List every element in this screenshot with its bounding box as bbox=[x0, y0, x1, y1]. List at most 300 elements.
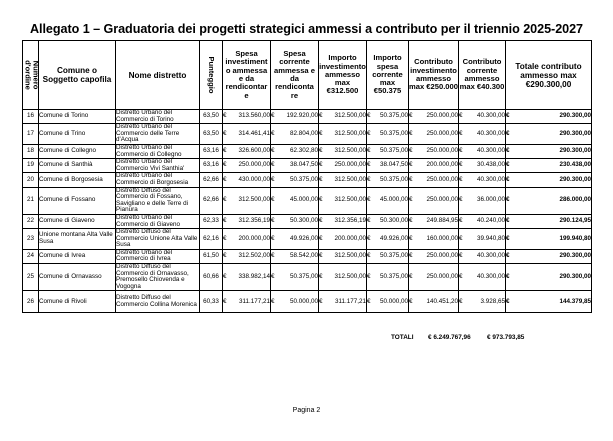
currency-symbol: € bbox=[367, 252, 371, 260]
cell-punteggio: 62,66 bbox=[200, 173, 223, 187]
cell-nome-distretto: Distretto Urbano del Commercio di Torino bbox=[116, 110, 200, 124]
currency-symbol: € bbox=[409, 297, 413, 305]
amount-value: 40.300,00 bbox=[476, 147, 505, 155]
header-spesa-corrente: Spesa corrente ammessa e da rendiconta re bbox=[271, 41, 319, 110]
totals-contributo-investimento bbox=[428, 334, 471, 341]
amount-value: 45.000,00 bbox=[379, 196, 408, 204]
amount-value: 49.926,00 bbox=[289, 234, 318, 242]
amount-value: 50.375,00 bbox=[379, 129, 408, 137]
cell-imp-inv bbox=[319, 187, 367, 214]
currency-symbol: € bbox=[367, 217, 371, 225]
currency-symbol: € bbox=[367, 234, 371, 242]
amount-value: 250.000,00 bbox=[426, 196, 458, 204]
header-importo-spesa-corrente: Importo spesa corrente max €50.375 bbox=[367, 41, 409, 110]
amount-value: 50.375,00 bbox=[379, 112, 408, 120]
cell-spesa-corr bbox=[271, 144, 319, 158]
currency-symbol: € bbox=[459, 297, 463, 305]
amount-value: 250.000,00 bbox=[426, 129, 458, 137]
currency-symbol: € bbox=[506, 175, 510, 183]
cell-contr-inv bbox=[409, 229, 459, 250]
cell-imp-corr bbox=[367, 173, 409, 187]
currency-symbol: € bbox=[271, 112, 275, 120]
amount-value: 312.500,00 bbox=[334, 196, 366, 204]
cell-nome-distretto: Distretto Diffuso del Commercio di Ornavasso, Premosello Chiovenda e Vogogna bbox=[116, 264, 200, 291]
currency-symbol: € bbox=[271, 161, 275, 169]
amount-value: 40.300,00 bbox=[476, 175, 505, 183]
cell-comune: Comune di Santhià bbox=[39, 159, 116, 173]
currency-symbol: € bbox=[319, 175, 323, 183]
table-row bbox=[23, 110, 592, 124]
header-punteggio: Punteggio bbox=[200, 41, 223, 110]
amount-value: 30.438,00 bbox=[476, 161, 505, 169]
amount-value: 312.500,00 bbox=[334, 252, 366, 260]
amount-value: 200.000,00 bbox=[238, 234, 270, 242]
cell-punteggio: 61,50 bbox=[200, 249, 223, 263]
table-row bbox=[23, 264, 592, 291]
cell-comune: Comune di Rivoli bbox=[39, 291, 116, 313]
amount-value: 36.000,00 bbox=[476, 196, 505, 204]
cell-contr-inv bbox=[409, 187, 459, 214]
cell-totale-contributo bbox=[506, 249, 592, 263]
amount-value: 312.500,00 bbox=[334, 129, 366, 137]
cell-numero-ordine: 19 bbox=[23, 159, 39, 173]
header-comune: Comune o Soggetto capofila bbox=[39, 41, 116, 110]
amount-value: 312.500,00 bbox=[334, 175, 366, 183]
cell-imp-corr bbox=[367, 110, 409, 124]
currency-symbol: € bbox=[271, 175, 275, 183]
currency-symbol: € bbox=[506, 129, 510, 137]
cell-numero-ordine: 18 bbox=[23, 144, 39, 158]
amount-value: 38.047,50 bbox=[379, 161, 408, 169]
cell-comune: Comune di Torino bbox=[39, 110, 116, 124]
ranking-table bbox=[22, 40, 592, 313]
currency-symbol: € bbox=[459, 272, 463, 280]
cell-imp-inv bbox=[319, 124, 367, 145]
amount-value: 58.542,00 bbox=[289, 252, 318, 260]
currency-symbol: € bbox=[319, 129, 323, 137]
amount-value: 312.502,00 bbox=[238, 252, 270, 260]
currency-symbol: € bbox=[506, 161, 510, 169]
cell-punteggio: 62,33 bbox=[200, 214, 223, 228]
currency-symbol: € bbox=[487, 334, 491, 341]
amount-value: 312.356,19 bbox=[238, 217, 270, 225]
amount-value: 40.300,00 bbox=[476, 252, 505, 260]
cell-imp-inv bbox=[319, 249, 367, 263]
cell-numero-ordine: 20 bbox=[23, 173, 39, 187]
cell-imp-corr bbox=[367, 264, 409, 291]
header-numero-ordine: Numero d'ordine bbox=[23, 41, 39, 110]
currency-symbol: € bbox=[459, 129, 463, 137]
cell-imp-corr bbox=[367, 291, 409, 313]
cell-spesa-corr bbox=[271, 291, 319, 313]
amount-value: 430.000,00 bbox=[238, 175, 270, 183]
cell-spesa-corr bbox=[271, 159, 319, 173]
currency-symbol: € bbox=[367, 161, 371, 169]
totals-label: TOTALI bbox=[391, 334, 414, 341]
cell-contr-corr bbox=[459, 264, 506, 291]
cell-imp-corr bbox=[367, 187, 409, 214]
amount-value: 50.000,00 bbox=[289, 297, 318, 305]
cell-imp-inv bbox=[319, 264, 367, 291]
currency-symbol: € bbox=[223, 196, 227, 204]
currency-symbol: € bbox=[409, 272, 413, 280]
cell-contr-corr bbox=[459, 159, 506, 173]
cell-spesa-inv bbox=[223, 214, 271, 228]
amount-value: 50.300,00 bbox=[379, 217, 408, 225]
cell-contr-inv bbox=[409, 110, 459, 124]
amount-value: 312.500,00 bbox=[334, 112, 366, 120]
currency-symbol: € bbox=[271, 272, 275, 280]
currency-symbol: € bbox=[223, 297, 227, 305]
cell-spesa-corr bbox=[271, 229, 319, 250]
currency-symbol: € bbox=[409, 217, 413, 225]
currency-symbol: € bbox=[223, 129, 227, 137]
currency-symbol: € bbox=[319, 297, 323, 305]
currency-symbol: € bbox=[223, 272, 227, 280]
cell-imp-corr bbox=[367, 159, 409, 173]
cell-spesa-corr bbox=[271, 214, 319, 228]
cell-numero-ordine: 22 bbox=[23, 214, 39, 228]
amount-value: 50.375,00 bbox=[379, 252, 408, 260]
cell-nome-distretto: Distretto Diffuso del Commercio Collina Morenica bbox=[116, 291, 200, 313]
cell-totale-contributo bbox=[506, 173, 592, 187]
amount-value: 250.000,00 bbox=[426, 175, 458, 183]
header-contributo-corrente: Contributo corrente ammesso max €40.300 bbox=[459, 41, 506, 110]
cell-imp-inv bbox=[319, 144, 367, 158]
cell-comune: Comune di Collegno bbox=[39, 144, 116, 158]
cell-totale-contributo bbox=[506, 187, 592, 214]
currency-symbol: € bbox=[506, 252, 510, 260]
cell-spesa-corr bbox=[271, 110, 319, 124]
table-row bbox=[23, 144, 592, 158]
cell-nome-distretto: Distretto Urbano del Commercio Vivi Santhia' bbox=[116, 159, 200, 173]
currency-symbol: € bbox=[459, 175, 463, 183]
amount-value: 3.928,65 bbox=[480, 297, 505, 305]
cell-contr-inv bbox=[409, 249, 459, 263]
cell-imp-corr bbox=[367, 144, 409, 158]
amount-value: 249.884,95 bbox=[426, 217, 458, 225]
currency-symbol: € bbox=[367, 272, 371, 280]
cell-comune: Unione montana Alta Valle Susa bbox=[39, 229, 116, 250]
currency-symbol: € bbox=[319, 147, 323, 155]
amount-value: 49.926,00 bbox=[379, 234, 408, 242]
currency-symbol: € bbox=[319, 196, 323, 204]
currency-symbol: € bbox=[367, 297, 371, 305]
currency-symbol: € bbox=[506, 217, 510, 225]
cell-contr-corr bbox=[459, 187, 506, 214]
cell-spesa-inv bbox=[223, 144, 271, 158]
cell-totale-contributo bbox=[506, 229, 592, 250]
currency-symbol: € bbox=[319, 272, 323, 280]
currency-symbol: € bbox=[506, 272, 510, 280]
cell-nome-distretto: Distretto Urbano del Commercio di Giaveno bbox=[116, 214, 200, 228]
amount-value: 250.000,00 bbox=[426, 252, 458, 260]
table-row bbox=[23, 249, 592, 263]
currency-symbol: € bbox=[506, 297, 510, 305]
currency-symbol: € bbox=[271, 129, 275, 137]
totals-value: 6.249.767,96 bbox=[433, 334, 471, 341]
currency-symbol: € bbox=[459, 147, 463, 155]
cell-contr-corr bbox=[459, 214, 506, 228]
cell-totale-contributo bbox=[506, 264, 592, 291]
currency-symbol: € bbox=[506, 196, 510, 204]
total-value: 199.940,80 bbox=[559, 234, 591, 242]
totals-contributo-corrente bbox=[487, 334, 524, 341]
cell-comune: Comune di Ornavasso bbox=[39, 264, 116, 291]
table-row bbox=[23, 124, 592, 145]
cell-numero-ordine: 17 bbox=[23, 124, 39, 145]
cell-totale-contributo bbox=[506, 144, 592, 158]
amount-value: 140.451,20 bbox=[426, 297, 458, 305]
cell-contr-inv bbox=[409, 173, 459, 187]
amount-value: 250.000,00 bbox=[426, 112, 458, 120]
cell-imp-inv bbox=[319, 229, 367, 250]
amount-value: 313.560,00 bbox=[238, 112, 270, 120]
amount-value: 50.375,00 bbox=[289, 175, 318, 183]
cell-imp-inv bbox=[319, 214, 367, 228]
amount-value: 338.982,14 bbox=[238, 272, 270, 280]
currency-symbol: € bbox=[459, 196, 463, 204]
total-value: 290.300,00 bbox=[559, 252, 591, 260]
cell-contr-inv bbox=[409, 144, 459, 158]
cell-punteggio: 63,16 bbox=[200, 144, 223, 158]
total-value: 290.300,00 bbox=[559, 129, 591, 137]
currency-symbol: € bbox=[223, 217, 227, 225]
amount-value: 40.300,00 bbox=[476, 129, 505, 137]
amount-value: 312.500,00 bbox=[238, 196, 270, 204]
amount-value: 250.000,00 bbox=[426, 272, 458, 280]
cell-punteggio: 63,50 bbox=[200, 110, 223, 124]
header-contributo-investimento: Contributo investimento ammesso max €250.000 bbox=[409, 41, 459, 110]
amount-value: 250.000,00 bbox=[426, 147, 458, 155]
currency-symbol: € bbox=[319, 112, 323, 120]
amount-value: 311.177,21 bbox=[334, 297, 366, 305]
currency-symbol: € bbox=[223, 252, 227, 260]
cell-contr-corr bbox=[459, 249, 506, 263]
currency-symbol: € bbox=[409, 161, 413, 169]
cell-imp-corr bbox=[367, 124, 409, 145]
cell-imp-inv bbox=[319, 291, 367, 313]
cell-numero-ordine: 16 bbox=[23, 110, 39, 124]
cell-nome-distretto: Distretto Diffuso del Commercio Unione Alta Valle Susa bbox=[116, 229, 200, 250]
amount-value: 311.177,21 bbox=[238, 297, 270, 305]
totals-value: 973.793,85 bbox=[492, 334, 525, 341]
cell-spesa-inv bbox=[223, 229, 271, 250]
amount-value: 312.500,00 bbox=[334, 147, 366, 155]
total-value: 290.300,00 bbox=[559, 112, 591, 120]
currency-symbol: € bbox=[319, 234, 323, 242]
currency-symbol: € bbox=[459, 252, 463, 260]
currency-symbol: € bbox=[506, 147, 510, 155]
table-row bbox=[23, 291, 592, 313]
cell-imp-inv bbox=[319, 173, 367, 187]
cell-totale-contributo bbox=[506, 159, 592, 173]
currency-symbol: € bbox=[319, 217, 323, 225]
cell-spesa-corr bbox=[271, 187, 319, 214]
currency-symbol: € bbox=[223, 112, 227, 120]
cell-contr-inv bbox=[409, 124, 459, 145]
amount-value: 50.375,00 bbox=[379, 147, 408, 155]
currency-symbol: € bbox=[409, 112, 413, 120]
currency-symbol: € bbox=[409, 175, 413, 183]
currency-symbol: € bbox=[409, 129, 413, 137]
cell-totale-contributo bbox=[506, 214, 592, 228]
amount-value: 62.302,80 bbox=[289, 147, 318, 155]
currency-symbol: € bbox=[367, 147, 371, 155]
cell-imp-corr bbox=[367, 249, 409, 263]
amount-value: 40.300,00 bbox=[476, 112, 505, 120]
cell-nome-distretto: Distretto Urbano del Commercio di Collegno bbox=[116, 144, 200, 158]
amount-value: 50.000,00 bbox=[379, 297, 408, 305]
currency-symbol: € bbox=[459, 112, 463, 120]
cell-numero-ordine: 21 bbox=[23, 187, 39, 214]
header-spesa-investimento: Spesa investiment o ammessa e da rendicontar e bbox=[223, 41, 271, 110]
currency-symbol: € bbox=[409, 252, 413, 260]
amount-value: 50.375,00 bbox=[379, 272, 408, 280]
currency-symbol: € bbox=[459, 217, 463, 225]
cell-punteggio: 62,16 bbox=[200, 229, 223, 250]
cell-punteggio: 62,66 bbox=[200, 187, 223, 214]
currency-symbol: € bbox=[271, 297, 275, 305]
cell-punteggio: 60,66 bbox=[200, 264, 223, 291]
amount-value: 40.240,00 bbox=[476, 217, 505, 225]
amount-value: 312.356,19 bbox=[334, 217, 366, 225]
currency-symbol: € bbox=[271, 196, 275, 204]
header-totale-contributo: Totale contributo ammesso max €290.300,00 bbox=[506, 41, 592, 110]
page-number: Pagina 2 bbox=[292, 407, 321, 414]
cell-spesa-corr bbox=[271, 264, 319, 291]
cell-totale-contributo bbox=[506, 124, 592, 145]
cell-contr-inv bbox=[409, 159, 459, 173]
total-value: 230.438,00 bbox=[559, 161, 591, 169]
amount-value: 39.940,80 bbox=[476, 234, 505, 242]
currency-symbol: € bbox=[409, 234, 413, 242]
amount-value: 45.000,00 bbox=[289, 196, 318, 204]
document-title: Allegato 1 – Graduatoria dei progetti strategici ammessi a contributo per il triennio 2025-2027 bbox=[29, 22, 584, 36]
currency-symbol: € bbox=[223, 175, 227, 183]
cell-contr-inv bbox=[409, 264, 459, 291]
header-importo-investimento: Importo investimento ammesso max €312.500 bbox=[319, 41, 367, 110]
currency-symbol: € bbox=[271, 234, 275, 242]
currency-symbol: € bbox=[223, 234, 227, 242]
cell-contr-corr bbox=[459, 173, 506, 187]
currency-symbol: € bbox=[367, 196, 371, 204]
cell-contr-corr bbox=[459, 110, 506, 124]
total-value: 290.300,00 bbox=[559, 272, 591, 280]
currency-symbol: € bbox=[319, 252, 323, 260]
currency-symbol: € bbox=[367, 175, 371, 183]
amount-value: 200.000,00 bbox=[426, 161, 458, 169]
table-row bbox=[23, 229, 592, 250]
currency-symbol: € bbox=[271, 147, 275, 155]
cell-spesa-inv bbox=[223, 110, 271, 124]
amount-value: 326.600,00 bbox=[238, 147, 270, 155]
total-value: 286.000,00 bbox=[559, 196, 591, 204]
amount-value: 250.000,00 bbox=[334, 161, 366, 169]
currency-symbol: € bbox=[367, 129, 371, 137]
currency-symbol: € bbox=[459, 234, 463, 242]
currency-symbol: € bbox=[459, 161, 463, 169]
cell-totale-contributo bbox=[506, 110, 592, 124]
cell-numero-ordine: 25 bbox=[23, 264, 39, 291]
cell-spesa-inv bbox=[223, 173, 271, 187]
cell-spesa-corr bbox=[271, 249, 319, 263]
amount-value: 314.461,41 bbox=[238, 129, 270, 137]
amount-value: 250.000,00 bbox=[238, 161, 270, 169]
currency-symbol: € bbox=[428, 334, 432, 341]
cell-contr-inv bbox=[409, 214, 459, 228]
currency-symbol: € bbox=[506, 112, 510, 120]
currency-symbol: € bbox=[409, 147, 413, 155]
header-nome-distretto: Nome distretto bbox=[116, 41, 200, 110]
cell-spesa-inv bbox=[223, 159, 271, 173]
amount-value: 312.500,00 bbox=[334, 272, 366, 280]
amount-value: 38.047,50 bbox=[289, 161, 318, 169]
table-header-row bbox=[23, 41, 592, 110]
cell-nome-distretto: Distretto Diffuso del Commercio di Fossano, Savigliano e delle Terre di Pianura bbox=[116, 187, 200, 214]
cell-spesa-inv bbox=[223, 264, 271, 291]
amount-value: 40.300,00 bbox=[476, 272, 505, 280]
cell-nome-distretto: Distretto Urbano del Commercio di Ivrea bbox=[116, 249, 200, 263]
amount-value: 200.000,00 bbox=[334, 234, 366, 242]
cell-spesa-inv bbox=[223, 187, 271, 214]
cell-spesa-corr bbox=[271, 173, 319, 187]
currency-symbol: € bbox=[409, 196, 413, 204]
cell-imp-inv bbox=[319, 159, 367, 173]
amount-value: 82.804,00 bbox=[289, 129, 318, 137]
amount-value: 192.920,00 bbox=[286, 112, 318, 120]
total-value: 290.300,00 bbox=[559, 147, 591, 155]
cell-spesa-inv bbox=[223, 124, 271, 145]
total-value: 290.300,00 bbox=[559, 175, 591, 183]
cell-contr-corr bbox=[459, 144, 506, 158]
currency-symbol: € bbox=[506, 234, 510, 242]
cell-spesa-inv bbox=[223, 249, 271, 263]
cell-comune: Comune di Fossano bbox=[39, 187, 116, 214]
amount-value: 50.375,00 bbox=[379, 175, 408, 183]
cell-numero-ordine: 23 bbox=[23, 229, 39, 250]
amount-value: 160.000,00 bbox=[426, 234, 458, 242]
cell-imp-corr bbox=[367, 214, 409, 228]
cell-nome-distretto: Distretto Urbano del Commercio delle Terre d'Acqua bbox=[116, 124, 200, 145]
cell-comune: Comune di Trino bbox=[39, 124, 116, 145]
currency-symbol: € bbox=[271, 252, 275, 260]
cell-comune: Comune di Borgosesia bbox=[39, 173, 116, 187]
amount-value: 50.375,00 bbox=[289, 272, 318, 280]
currency-symbol: € bbox=[271, 217, 275, 225]
cell-numero-ordine: 26 bbox=[23, 291, 39, 313]
currency-symbol: € bbox=[319, 161, 323, 169]
total-value: 144.379,85 bbox=[559, 297, 591, 305]
cell-contr-corr bbox=[459, 124, 506, 145]
cell-comune: Comune di Giaveno bbox=[39, 214, 116, 228]
currency-symbol: € bbox=[223, 147, 227, 155]
cell-imp-inv bbox=[319, 110, 367, 124]
cell-contr-corr bbox=[459, 229, 506, 250]
table-row bbox=[23, 214, 592, 228]
cell-punteggio: 60,33 bbox=[200, 291, 223, 313]
cell-spesa-inv bbox=[223, 291, 271, 313]
currency-symbol: € bbox=[367, 112, 371, 120]
cell-spesa-corr bbox=[271, 124, 319, 145]
cell-imp-corr bbox=[367, 229, 409, 250]
table-row bbox=[23, 187, 592, 214]
cell-comune: Comune di Ivrea bbox=[39, 249, 116, 263]
amount-value: 50.300,00 bbox=[289, 217, 318, 225]
cell-numero-ordine: 24 bbox=[23, 249, 39, 263]
cell-punteggio: 63,50 bbox=[200, 124, 223, 145]
cell-nome-distretto: Distretto Urbano del Commercio di Borgosesia bbox=[116, 173, 200, 187]
